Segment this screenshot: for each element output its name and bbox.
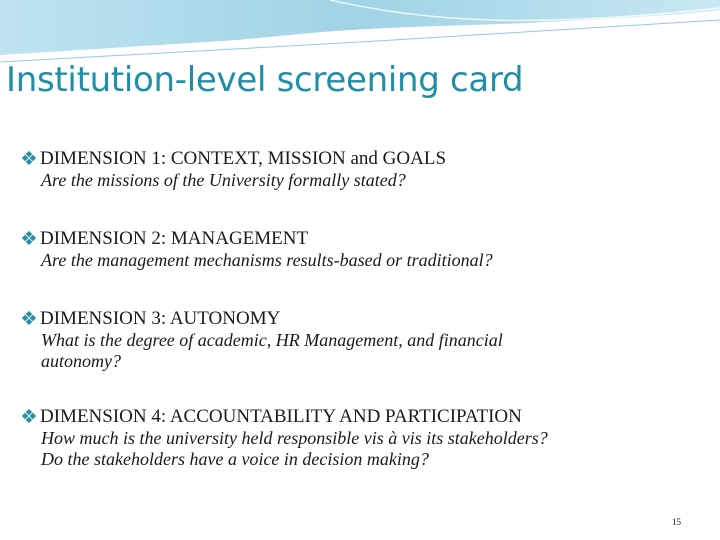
item-heading: DIMENSION 4: ACCOUNTABILITY AND PARTICIPATION (40, 406, 522, 427)
diamond-checker-icon (22, 231, 36, 245)
slide-title: Institution-level screening card (6, 60, 524, 100)
item-heading: DIMENSION 1: CONTEXT, MISSION and GOALS (40, 148, 447, 169)
item-question: What is the degree of academic, HR Management, and financial autonomy? (41, 330, 503, 371)
item-heading: DIMENSION 2: MANAGEMENT (40, 228, 309, 249)
item-question: Are the management mechanisms results-based or traditional? (41, 250, 493, 270)
list-item (22, 308, 712, 372)
item-heading: DIMENSION 3: AUTONOMY (40, 308, 281, 329)
diamond-checker-icon (22, 151, 36, 165)
diamond-checker-icon (22, 409, 36, 423)
page-number: 15 (672, 517, 681, 527)
list-item (22, 148, 712, 191)
item-question: How much is the university held responsible vis à vis its stakeholders? Do the stakeholders have a voice in decision making? (41, 428, 548, 469)
list-item (22, 406, 712, 470)
diamond-checker-icon (22, 311, 36, 325)
item-question: Are the missions of the University formally stated? (41, 170, 406, 190)
list-item (22, 228, 712, 271)
